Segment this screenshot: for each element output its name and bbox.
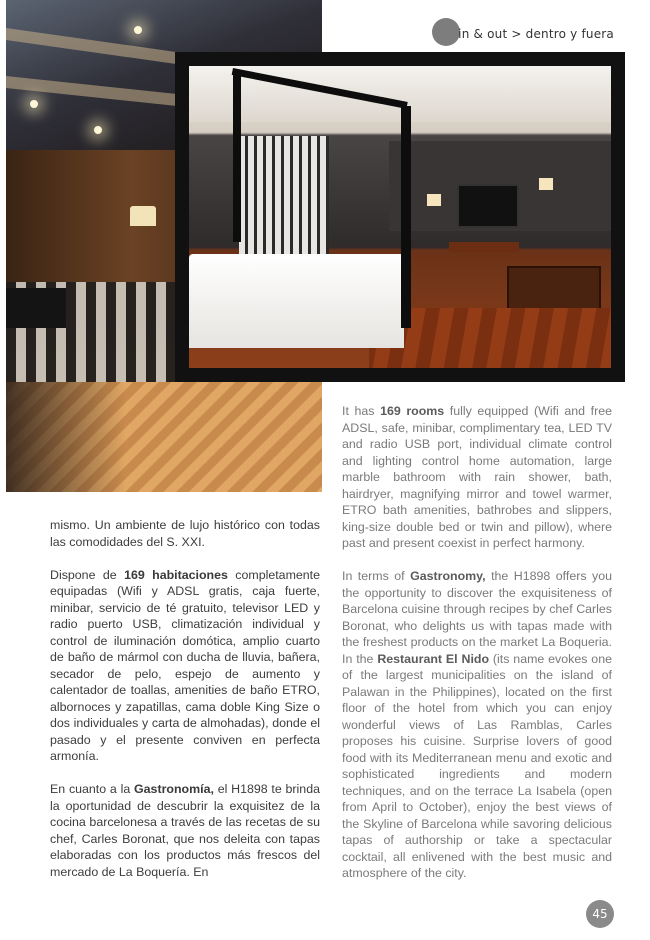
lamp-icon xyxy=(427,194,441,206)
text-run: In terms of xyxy=(342,569,411,583)
header-circle-icon xyxy=(432,18,460,46)
section-header xyxy=(446,22,614,46)
text-run: the H1898 offers you the opportunity to discover the exquisiteness of Barcelona cuisine through recipes by chef Carles Boronat, who delights us with tapas made with the freshest products on the market La Boqueria. In the xyxy=(342,569,613,666)
spanish-column xyxy=(50,517,320,897)
bed-post xyxy=(401,106,411,328)
tv-icon xyxy=(457,184,519,228)
text-run: (its name evokes one of the largest municipalities on the island of Palawan in the Philippines), located on the first floor of the hotel from which you can enjoy wonderful views of Las Ramblas, Carles proposes his cuisine. Surprise lovers of good food with its Mediterranean menu and exotic and sophisticated ingredients and modern techniques, and on the terrace La Isabela (open from April to October), enjoy the best views of the Skyline of Barcelona while savoring delicious tapas of authorship or take a spectacular cocktail, all enlivened with the best music and atmosphere of the city. xyxy=(342,651,612,880)
text-run: fully equipped (Wifi and free ADSL, safe, minibar, complimentary tea, LED TV and radio USB port, individual climate control and lighting control home automation, large marble bathroom with rain shower, bath, hairdryer, magnifying mirror and towel warmer, ETRO bath amenities, bathrobes and slippers, king-size double bed or twin and pillow), where past and present coexist in perfect harmony. xyxy=(342,404,613,550)
text-run: En cuanto a la xyxy=(50,782,135,796)
english-column xyxy=(342,403,612,898)
lamp-icon xyxy=(539,178,553,190)
english-paragraph-2 xyxy=(342,568,612,882)
highlight-rooms: 169 rooms xyxy=(380,404,445,418)
room-photo xyxy=(175,52,625,382)
ceiling-light-icon xyxy=(134,26,142,34)
highlight-gastronomy: Gastronomía, xyxy=(134,782,214,796)
ceiling-light-icon xyxy=(30,100,38,108)
section-label: in & out > dentro y fuera xyxy=(458,26,614,41)
spanish-paragraph-1: mismo. Un ambiente de lujo histórico con todas las comodidades del S. XXI. xyxy=(50,518,320,549)
room-photo-inner xyxy=(189,66,611,368)
page-number: 45 xyxy=(586,900,614,928)
ceiling-light-icon xyxy=(94,126,102,134)
bed-post xyxy=(233,72,241,242)
canopy-bed xyxy=(189,254,404,348)
highlight-restaurant: Restaurant El Nido xyxy=(377,651,490,666)
text-run: It has xyxy=(342,404,381,418)
floor-shadow xyxy=(6,382,126,492)
english-paragraph-1 xyxy=(342,403,612,552)
text-run: el H1898 te brinda la oportunidad de descubrir la exquisitez de la cocina barcelonesa a través de las recetas de su chef, Carles Boronat, que nos deleita con tapas elaboradas con los productos más frescos del mercado de La Boquería. En xyxy=(50,782,320,879)
spanish-paragraph-3 xyxy=(50,781,320,880)
text-run: Dispone de xyxy=(50,567,125,582)
highlight-gastronomy: Gastronomy, xyxy=(410,569,486,583)
spanish-paragraph-2 xyxy=(50,567,320,765)
text-run: completamente equipadas (Wifi y ADSL gratis, caja fuerte, minibar, servicio de té gratuito, televisor LED y radio puerto USB, climatización individual y control de iluminación domótica, amplio cuarto de baño de mármol con ducha de lluvia, bañera, secador de pelo, espejo de aumento y calentador de toallas, amenities de baño ETRO, albornoces y zapatillas, cama doble King Size o dos individuales y carta de almohadas), donde el pasado y el presente conviven en perfecta armonía. xyxy=(50,567,321,763)
room-desk xyxy=(449,242,519,252)
sofa-back xyxy=(6,288,66,328)
highlight-rooms: 169 habitaciones xyxy=(124,567,228,582)
lamp-icon xyxy=(130,206,156,226)
